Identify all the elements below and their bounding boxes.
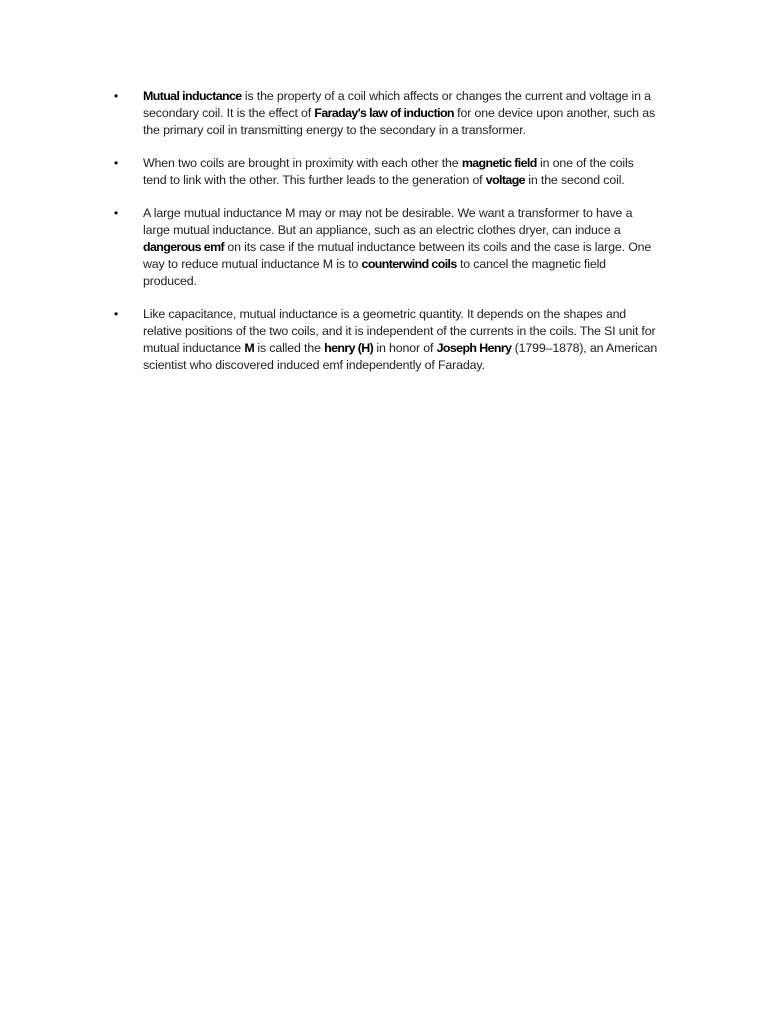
paragraph-text: in one of the coils tend to link with the other. This further leads to the generation of [143,156,634,187]
paragraph-text: When two coils are brought in proximity with each other the [143,156,462,170]
paragraph-text: A large mutual inductance M may or may not be desirable. We want a transformer to have a large mutual inductance. But an appliance, such as an electric clothes dryer, can induce a [143,206,633,237]
term-mutual-inductance: Mutual inductance [143,89,242,103]
term-dangerous-emf: dangerous emf [143,240,225,254]
paragraph-text: to cancel the magnetic field produced. [143,257,606,288]
term-joseph-henry: Joseph Henry [436,341,512,355]
term-magnetic-field: magnetic field [461,156,537,170]
term-voltage: voltage [485,173,525,187]
term-faradays-law: Faraday's law of induction [314,106,454,120]
list-item [114,155,659,189]
list-item [114,306,659,374]
bullet-icon: • [114,307,119,321]
paragraph-text: is called the [254,341,325,355]
paragraph-text: for one device upon another, such as the primary coil in transmitting energy to the secondary in a transformer. [143,106,655,137]
term-henry: henry (H) [324,341,374,355]
paragraph-text: Like capacitance, mutual inductance is a geometric quantity. It depends on the shapes and relative positions of the two coils, and it is independent of the currents in the coils. The SI unit for mutual inductance [143,307,656,355]
bullet-list [114,88,659,390]
term-m: M [244,341,255,355]
paragraph-text: on its case if the mutual inductance between its coils and the case is large. One way to reduce mutual inductance M is to [143,240,652,271]
bullet-icon: • [114,206,119,220]
bullet-icon: • [114,156,119,170]
bullet-icon: • [114,89,119,103]
list-item [114,205,659,290]
list-item [114,88,659,139]
paragraph-text: is the property of a coil which affects or changes the current and voltage in a secondary coil. It is the effect of [143,89,651,120]
paragraph-text: (1799–1878), an American scientist who discovered induced emf independently of Faraday. [143,341,658,372]
term-counterwind-coils: counterwind coils [361,257,457,271]
paragraph-text: in the second coil. [524,173,625,187]
paragraph-text: in honor of [373,341,437,355]
